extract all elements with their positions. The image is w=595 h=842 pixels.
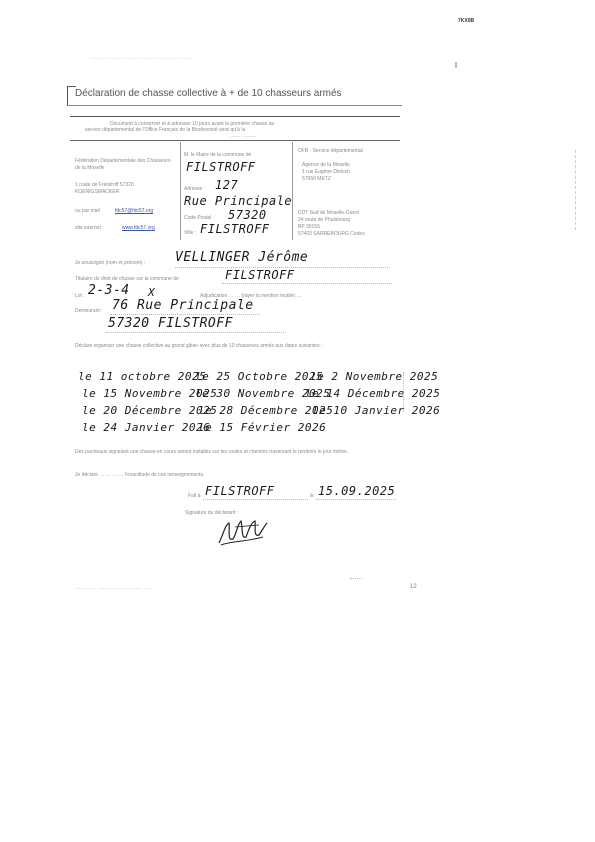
address-label: Adresse : [184, 186, 206, 192]
mayor-label: M. le Maire de la commune de [184, 152, 252, 158]
undersigned-label: Je soussigné (nom et prénom) : [75, 260, 146, 266]
date-cell: le 10 Janvier 2026 [312, 404, 441, 417]
scan-mark [350, 570, 362, 579]
scan-mark [455, 62, 457, 68]
date-cell: le 28 Décembre 2025 [198, 404, 334, 417]
date-cell: le 30 Novembre 2025 [195, 387, 331, 400]
preamble-text: ……… ……… ………… ……… ……… ……… [90, 55, 192, 61]
page-title: Déclaration de chasse collective à + de 10 chasseurs armés [75, 88, 342, 99]
column-divider-2 [292, 142, 293, 240]
place-value: FILSTROFF [205, 484, 275, 498]
checkbox-label: Adjudication … … (rayer la mention inutile) … [200, 293, 302, 299]
ofb-address-1: Agence de la Moselle [302, 162, 350, 168]
site-label: site internet : [75, 225, 104, 231]
postcode-value: 57320 [228, 208, 267, 222]
checkbox-mark[interactable]: X [148, 286, 156, 299]
notice-line-3: …… ……… [230, 133, 257, 139]
city-value: FILSTROFF [200, 222, 270, 236]
address-number: 127 [215, 178, 239, 192]
signature-label: Signature du déclarant : [185, 510, 239, 516]
city-label: Ville : [184, 230, 197, 236]
ddt-address-2: BP 30155 [298, 224, 320, 230]
notice-bottom-rule [70, 140, 400, 141]
notice-top-rule [70, 116, 400, 117]
email-link[interactable]: fdc57@fdc57.org [115, 208, 154, 214]
fdc-org: Fédération Départementale des Chasseurs de la Moselle [75, 158, 171, 171]
date-cell: le 24 Janvier 2026 [82, 421, 211, 434]
page-code: 7KX0B [458, 18, 475, 24]
date-cell: le 15 Novembre 2025 [82, 387, 218, 400]
date-label: le [310, 493, 314, 499]
date-cell: le 20 Décembre 2025 [82, 404, 218, 417]
postcode-label: Code Postal : [184, 215, 215, 221]
domicile-line-1: 76 Rue Principale [112, 298, 254, 313]
fdc-address: 1 route de Freistroff 57320 KOENIGSMACKER [75, 182, 134, 195]
ofb-label: OFB - Service départemental [298, 148, 363, 154]
lot-value: 2-3-4 [88, 283, 130, 298]
date-line [316, 499, 396, 500]
ddt-address-1: 24 route de Phalsbourg [298, 217, 350, 223]
panel-note: Des panneaux signalant une chasse en cours seront installés sur les routes et chemins traversant le territoire le jour même. [75, 449, 349, 455]
undersigned-value: VELLINGER Jérôme [175, 250, 309, 265]
mayor-commune-value: FILSTROFF [186, 160, 256, 174]
date-cell: le 25 Octobre 2025 [195, 370, 324, 383]
column-divider-1 [180, 142, 181, 240]
lot-label: Lot : [75, 293, 85, 299]
place-label: Fait à [188, 493, 201, 499]
date-cell: le 15 Février 2026 [198, 421, 327, 434]
date-cell: le 2 Novembre 2025 [310, 370, 439, 383]
date-cell: le 11 octobre 2025 [78, 370, 207, 383]
page-number: 12 [410, 584, 417, 590]
ofb-address-2: 1 rue Eugène Dietsch [302, 169, 351, 175]
notice-line-1: Document à conserver et à adresser 10 jours avant la première chasse au [110, 121, 275, 127]
notice-line-2: service départemental de l'Office Français de la Biodiversité ainsi qu'à la [85, 127, 246, 133]
site-link[interactable]: www.fdc57.org [122, 225, 155, 231]
domicile-line-2-rule [106, 332, 286, 333]
date-value: 15.09.2025 [318, 484, 396, 498]
signature-image [215, 515, 270, 550]
address-street: Rue Principale [184, 194, 293, 208]
email-label: ou par mail [75, 208, 100, 214]
title-rule [67, 105, 402, 106]
ddt-address-3: 57403 SARREBOURG Cedex [298, 231, 365, 237]
domicile-line-1-rule [110, 314, 260, 315]
domicile-line-2: 57320 FILSTROFF [108, 316, 233, 331]
footer-text: …… …… …… …… …… …… …… [75, 585, 154, 591]
domicile-label: Demeurant : [75, 308, 103, 314]
scan-mark [575, 150, 578, 230]
holder-line [222, 283, 392, 284]
acknowledge-text: Je déclare … … … … l'exactitude de ces renseignements. [75, 472, 205, 478]
ofb-address-3: 57050 METZ [302, 176, 331, 182]
holder-value: FILSTROFF [225, 268, 295, 282]
place-line [203, 499, 308, 500]
declare-text: Déclare organiser une chasse collective au grand gibier avec plus de 10 chasseurs armés aux dates suivantes : [75, 343, 323, 349]
date-cell: le 14 Décembre 2025 [305, 387, 441, 400]
scan-mark [403, 372, 405, 412]
ddt-label: DDT Sud de Moselle-Ouest [298, 210, 360, 216]
holder-label: Titulaire du droit de chasse sur la commune de [75, 276, 179, 282]
